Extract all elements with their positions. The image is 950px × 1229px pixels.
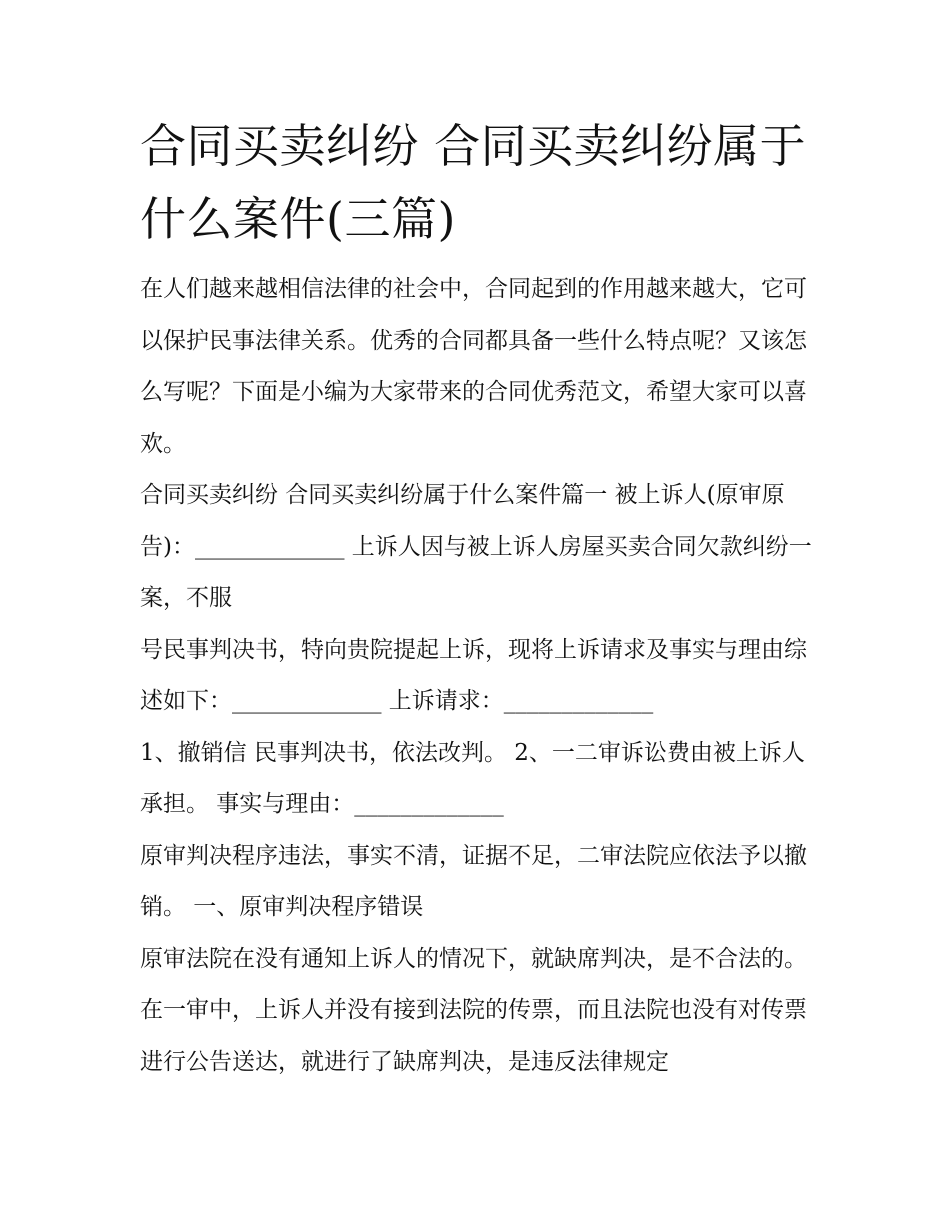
appeal-parties-paragraph: 合同买卖纠纷 合同买卖纠纷属于什么案件篇一 被上诉人(原审原告)：_____________ 上诉人因与被上诉人房屋买卖合同欠款纠纷一案，不服 bbox=[140, 482, 812, 611]
appeal-requests-paragraph: 1、撤销信 民事判决书，依法改判。 2、一二审诉讼费由被上诉人承担。 事实与理由：_____________ bbox=[140, 739, 805, 817]
judgment-summary-paragraph: 原审判决程序违法，事实不清，证据不足，二审法院应依法予以撤销。 一、原审判决程序错误 bbox=[140, 842, 807, 920]
intro-paragraph: 在人们越来越相信法律的社会中，合同起到的作用越来越大，它可以保护民事法律关系。优秀的合同都具备一些什么特点呢？又该怎么写呢？下面是小编为大家带来的合同优秀范文，希望大家可以喜欢。 bbox=[140, 276, 807, 457]
document-title: 合同买卖纠纷 合同买卖纠纷属于什么案件(三篇) bbox=[140, 119, 807, 246]
procedure-error-paragraph: 原审法院在没有通知上诉人的情况下，就缺席判决，是不合法的。在一审中，上诉人并没有接到法院的传票，而且法院也没有对传票进行公告送达，就进行了缺席判决，是违反法律规定 bbox=[140, 945, 807, 1075]
appeal-statement-paragraph: 号民事判决书，特向贵院提起上诉，现将上诉请求及事实与理由综述如下：_____________ 上诉请求：_____________ bbox=[140, 636, 807, 714]
document-body bbox=[140, 110, 820, 1088]
